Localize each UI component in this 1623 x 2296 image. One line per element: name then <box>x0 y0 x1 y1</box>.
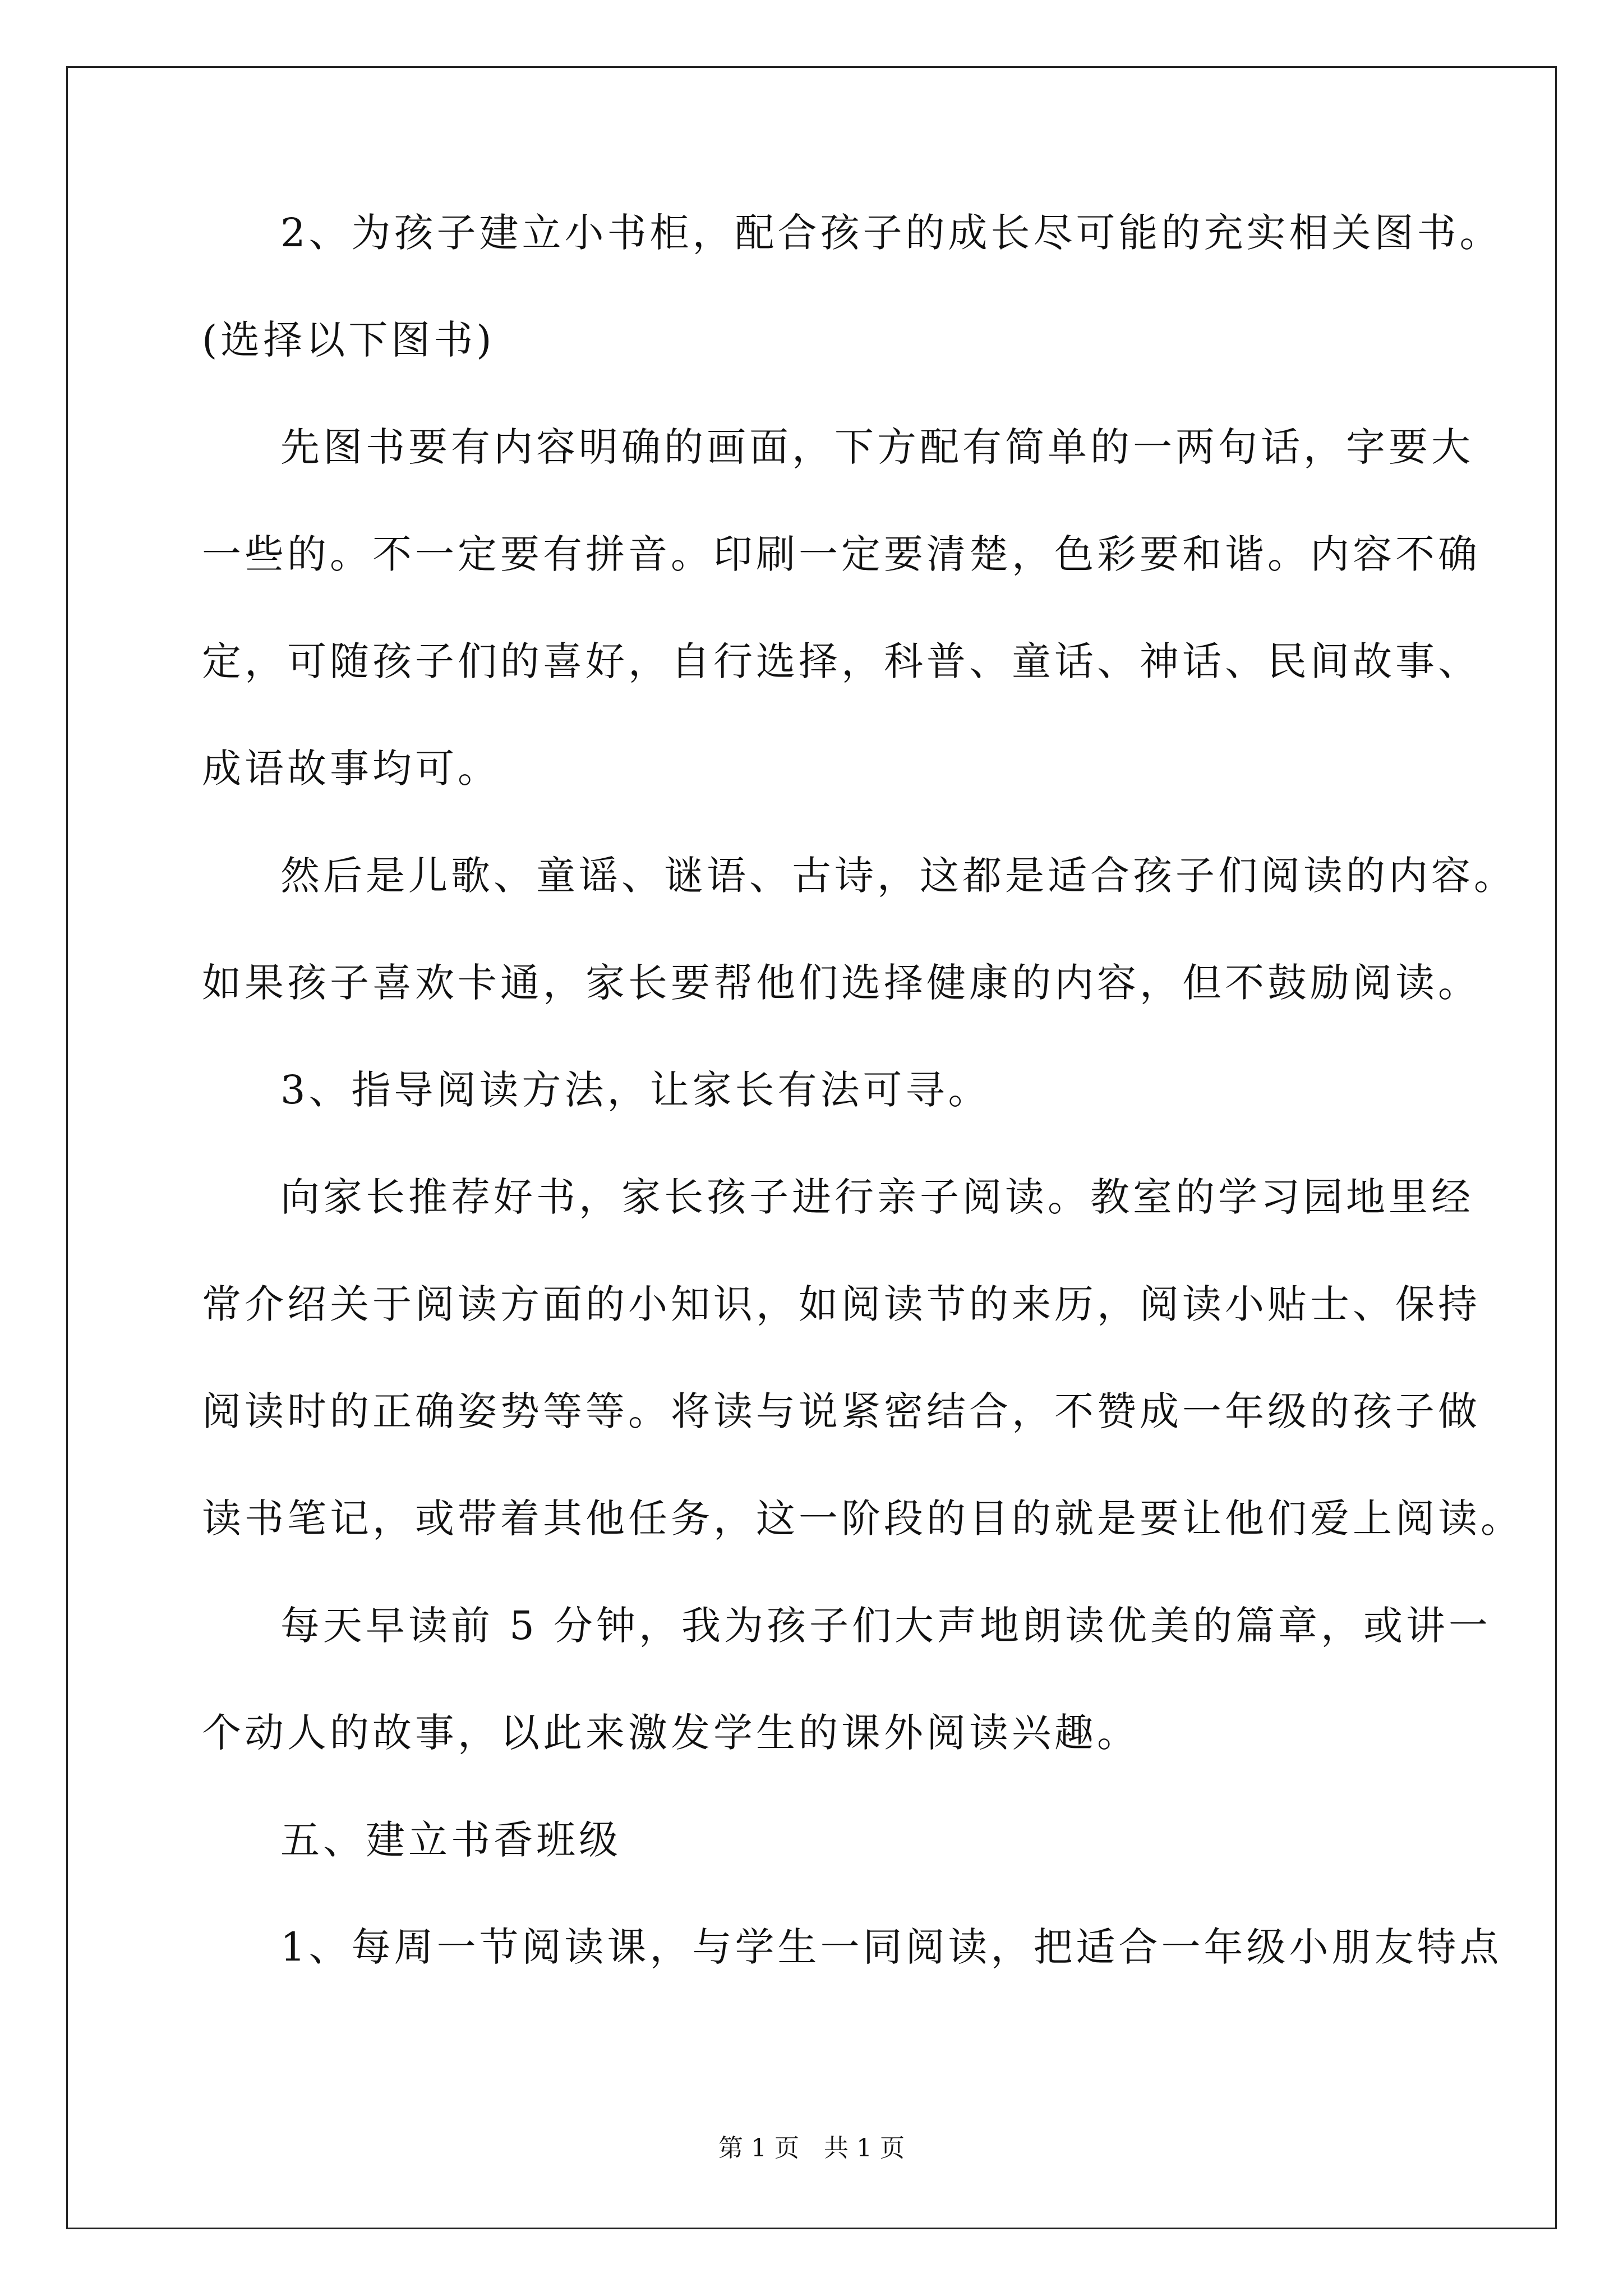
paragraph-line: 2、为孩子建立小书柜，配合孩子的成长尽可能的充实相关图书。 <box>280 210 1502 256</box>
paragraph-line: (选择以下图书) <box>202 317 495 363</box>
paragraph-line: 一些的。不一定要有拼音。印刷一定要清楚，色彩要和谐。内容不确 <box>202 531 1481 577</box>
page-footer <box>0 2132 1623 2165</box>
page-number: 第 1 页 <box>718 2134 799 2162</box>
page-frame <box>66 66 1557 2229</box>
paragraph-line: 成语故事均可。 <box>202 746 500 792</box>
paragraph-line: 3、指导阅读方法，让家长有法可寻。 <box>280 1067 991 1113</box>
paragraph-line: 先图书要有内容明确的画面，下方配有简单的一两句话，字要大 <box>280 424 1474 470</box>
paragraph-line: 然后是儿歌、童谣、谜语、古诗，这都是适合孩子们阅读的内容。 <box>280 853 1516 899</box>
paragraph-line: 常介绍关于阅读方面的小知识，如阅读节的来历，阅读小贴士、保持 <box>202 1281 1481 1327</box>
paragraph-line: 个动人的故事，以此来激发学生的课外阅读兴趣。 <box>202 1710 1140 1756</box>
paragraph-line: 如果孩子喜欢卡通，家长要帮他们选择健康的内容，但不鼓励阅读。 <box>202 960 1481 1006</box>
section-heading: 五、建立书香班级 <box>280 1817 621 1863</box>
paragraph-line: 定，可随孩子们的喜好，自行选择，科普、童话、神话、民间故事、 <box>202 638 1481 684</box>
paragraph-line: 1、每周一节阅读课，与学生一同阅读，把适合一年级小朋友特点 <box>280 1924 1502 1970</box>
page-total: 共 1 页 <box>824 2134 905 2162</box>
paragraph-line: 阅读时的正确姿势等等。将读与说紧密结合，不赞成一年级的孩子做 <box>202 1388 1481 1434</box>
paragraph-line: 向家长推荐好书，家长孩子进行亲子阅读。教室的学习园地里经 <box>280 1174 1474 1220</box>
paragraph-line: 读书笔记，或带着其他任务，这一阶段的目的就是要让他们爱上阅读。 <box>202 1496 1523 1542</box>
paragraph-line: 每天早读前 5 分钟，我为孩子们大声地朗读优美的篇章，或讲一 <box>280 1603 1492 1649</box>
